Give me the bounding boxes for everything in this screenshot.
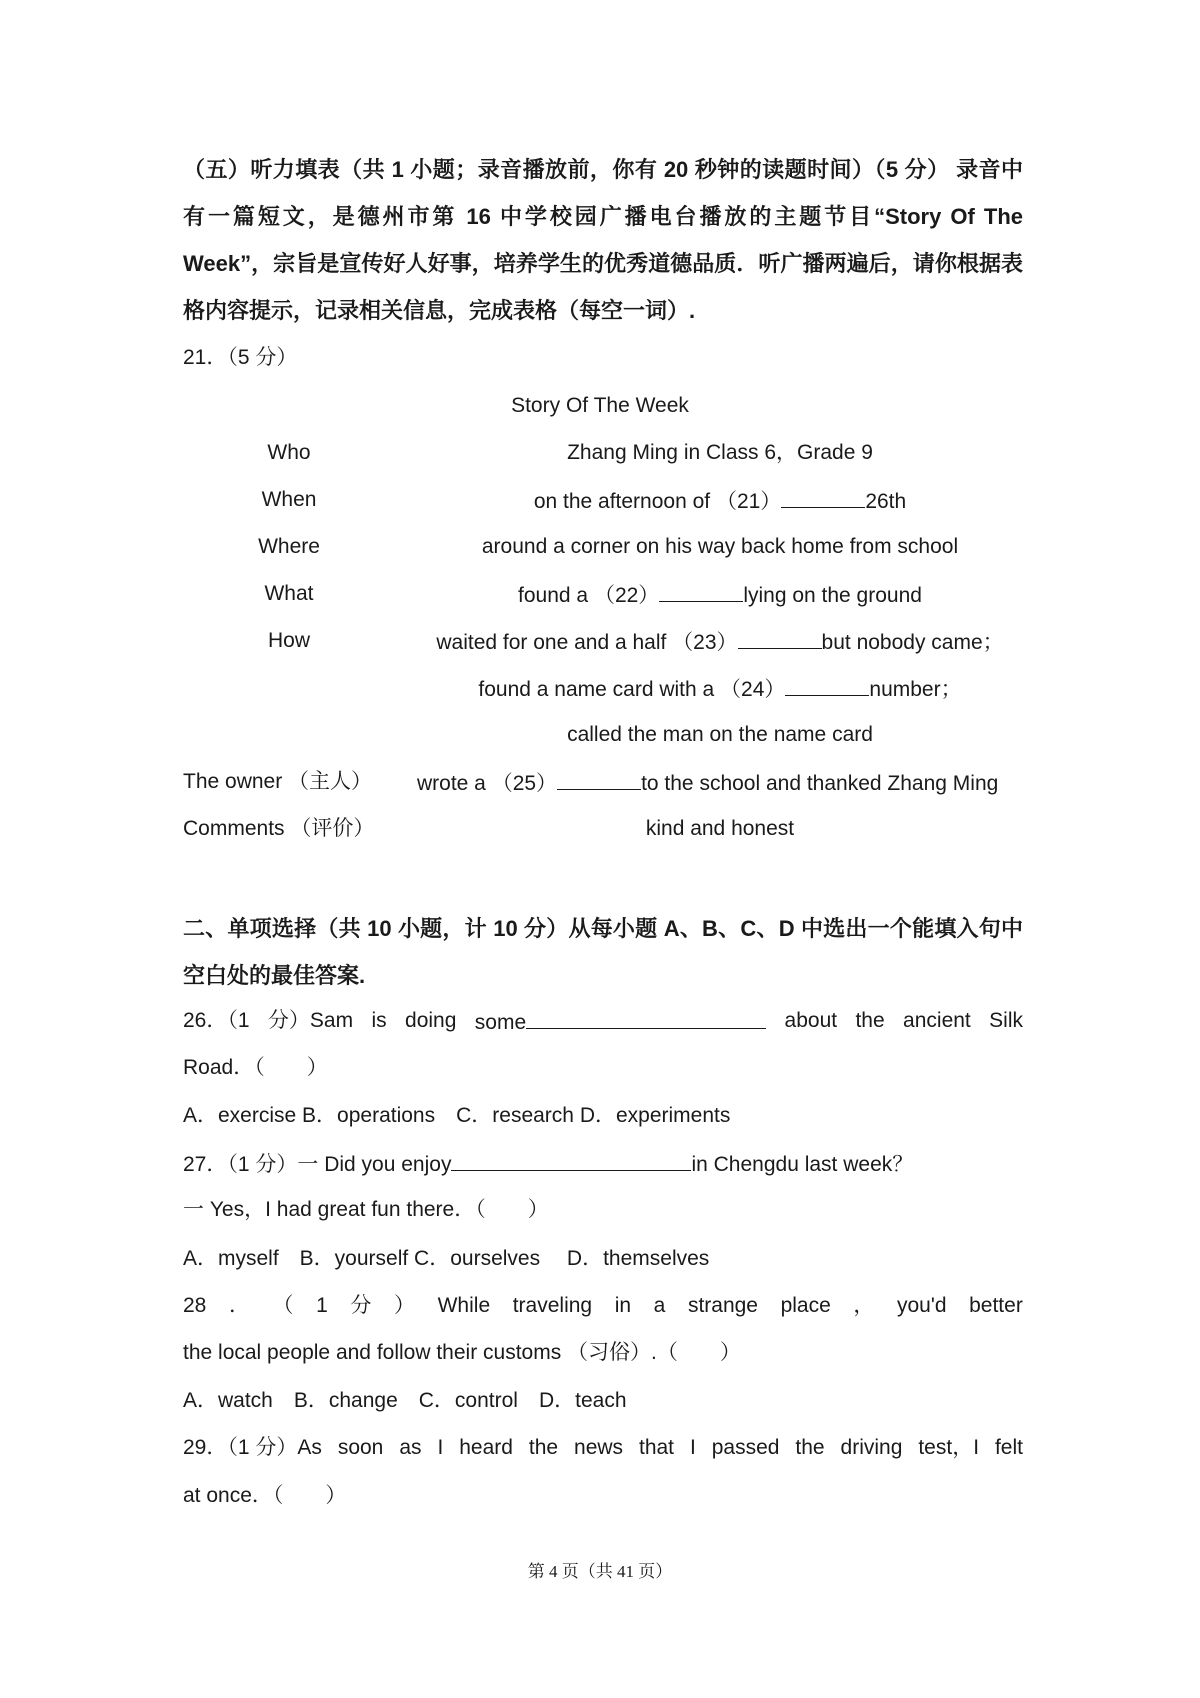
row-value-how-2	[420, 673, 1020, 705]
row-value-how-3: called the man on the name card	[567, 723, 873, 746]
how-pre: waited for one and a half （23）	[436, 631, 738, 654]
section2-instructions: 二、单项选择（共 10 小题，计 10 分）从每小题 A、B、C、D 中选出一个能填入句中空白处的最佳答案.	[183, 916, 1023, 988]
row-value-owner	[417, 767, 998, 799]
q26-w1: 分）Sam	[267, 1009, 354, 1032]
q28-w: in	[614, 1294, 632, 1317]
how2-pre: found a name card with a （24）	[478, 678, 786, 701]
q27-options: A．myself B．yourself C．ourselves D．themselves	[183, 1247, 710, 1270]
q28-w: better	[969, 1294, 1023, 1317]
how2-post: number；	[869, 678, 962, 701]
q28-w: 28	[183, 1294, 207, 1317]
row-label-what: What	[264, 582, 314, 605]
q29-line1	[183, 1433, 1023, 1463]
q27-line1	[183, 1148, 913, 1180]
q28-w: While	[437, 1294, 491, 1317]
q28-w: traveling	[512, 1294, 593, 1317]
row-value-when	[420, 485, 1020, 517]
q26-w2: is	[371, 1009, 387, 1032]
q28-w: place	[780, 1294, 831, 1317]
q28-w: a	[653, 1294, 666, 1317]
row-label-where: Where	[258, 535, 320, 558]
owner-post: to the school and thanked Zhang Ming	[641, 772, 999, 795]
q27-blank[interactable]	[451, 1148, 691, 1171]
when-pre: on the afternoon of （21）	[533, 490, 782, 513]
blank-23[interactable]	[738, 626, 822, 649]
blank-25[interactable]	[557, 767, 641, 790]
q27-post: in Chengdu last week？	[691, 1153, 914, 1176]
q26-a0: about	[784, 1009, 838, 1032]
q26-options: A．exercise B．operations C．research D．experiments	[183, 1104, 731, 1127]
q29-line2: at once．（ ）	[183, 1484, 347, 1507]
q28-w: strange	[687, 1294, 758, 1317]
q29-w: felt	[994, 1436, 1023, 1459]
q28-w: （	[272, 1294, 294, 1317]
q26-line1	[183, 1006, 1023, 1038]
q26-w4-blank: some	[475, 1006, 766, 1038]
row-value-how	[400, 626, 1040, 658]
q28-w: ．	[228, 1294, 250, 1317]
q28-w: 分	[350, 1294, 372, 1317]
q28-options: A．watch B．change C．control D．teach	[183, 1389, 627, 1412]
row-label-when: When	[261, 488, 317, 511]
q29-w: soon	[337, 1436, 384, 1459]
q29-w: heard	[459, 1436, 513, 1459]
q26-blank[interactable]	[526, 1006, 766, 1029]
q26-w3: doing	[405, 1009, 457, 1032]
q29-w: news	[574, 1436, 624, 1459]
row-value-what	[420, 579, 1020, 611]
q28-w: you'd	[896, 1294, 947, 1317]
q29-w: I	[437, 1436, 444, 1459]
q29-w: that	[638, 1436, 675, 1459]
q29-w: driving	[840, 1436, 903, 1459]
q27-pre: 27．（1 分）一 Did you enjoy	[183, 1153, 452, 1176]
q26-w0: 26．（1	[183, 1009, 250, 1032]
page-footer: 第 4 页（共 41 页）	[527, 1562, 673, 1581]
q26-line2: Road．（ ）	[183, 1056, 328, 1079]
q29-w: the	[795, 1436, 825, 1459]
blank-22[interactable]	[659, 579, 743, 602]
row-value-where: around a corner on his way back home from school	[481, 535, 959, 558]
section5-instructions: （五）听力填表（共 1 小题；录音播放前，你有 20 秒钟的读题时间）（5 分） 录音中有一篇短文，是德州市第 16 中学校园广播电台播放的主题节目“Story Of The Week”，宗旨是宣传好人好事，培养学生的优秀道德品质．听广播两遍后，请你根据表格内容提示，记录相关信息，完成表格（每空一词）.	[183, 157, 1023, 323]
q27-line2: 一 Yes，I had great fun there．（ ）	[183, 1198, 549, 1221]
q26-a2: ancient	[903, 1009, 971, 1032]
blank-24[interactable]	[785, 673, 869, 696]
q28-line2: the local people and follow their customs （习俗）.（ ）	[183, 1341, 741, 1364]
q29-w: the	[528, 1436, 559, 1459]
how-post: but nobody came；	[821, 631, 1004, 654]
blank-21[interactable]	[781, 485, 865, 508]
row-label-comments: Comments （评价）	[183, 817, 375, 840]
row-label-who: Who	[267, 441, 311, 464]
owner-pre: wrote a （25）	[417, 772, 558, 795]
q28-w: ）	[394, 1294, 416, 1317]
q29-w: passed	[711, 1436, 780, 1459]
what-post: lying on the ground	[743, 584, 922, 607]
q28-line1	[183, 1291, 1023, 1321]
q26-a3: Silk	[989, 1009, 1023, 1032]
row-label-how: How	[267, 629, 310, 652]
q29-w: test，I	[918, 1436, 980, 1459]
q28-w: 1	[316, 1294, 328, 1317]
q28-w: ，	[853, 1294, 875, 1317]
q29-w: as	[399, 1436, 422, 1459]
row-value-comments: kind and honest	[645, 817, 795, 840]
q29-w: 29．（1 分）As	[183, 1436, 322, 1459]
q26-a1: the	[855, 1009, 885, 1032]
what-pre: found a （22）	[518, 584, 660, 607]
table-title: Story Of The Week	[511, 394, 689, 417]
q21-header: 21．（5 分）	[183, 346, 298, 369]
when-post: 26th	[865, 490, 907, 513]
row-value-who: Zhang Ming in Class 6，Grade 9	[567, 441, 873, 464]
q29-w: I	[689, 1436, 696, 1459]
row-label-owner: The owner （主人）	[183, 770, 373, 793]
